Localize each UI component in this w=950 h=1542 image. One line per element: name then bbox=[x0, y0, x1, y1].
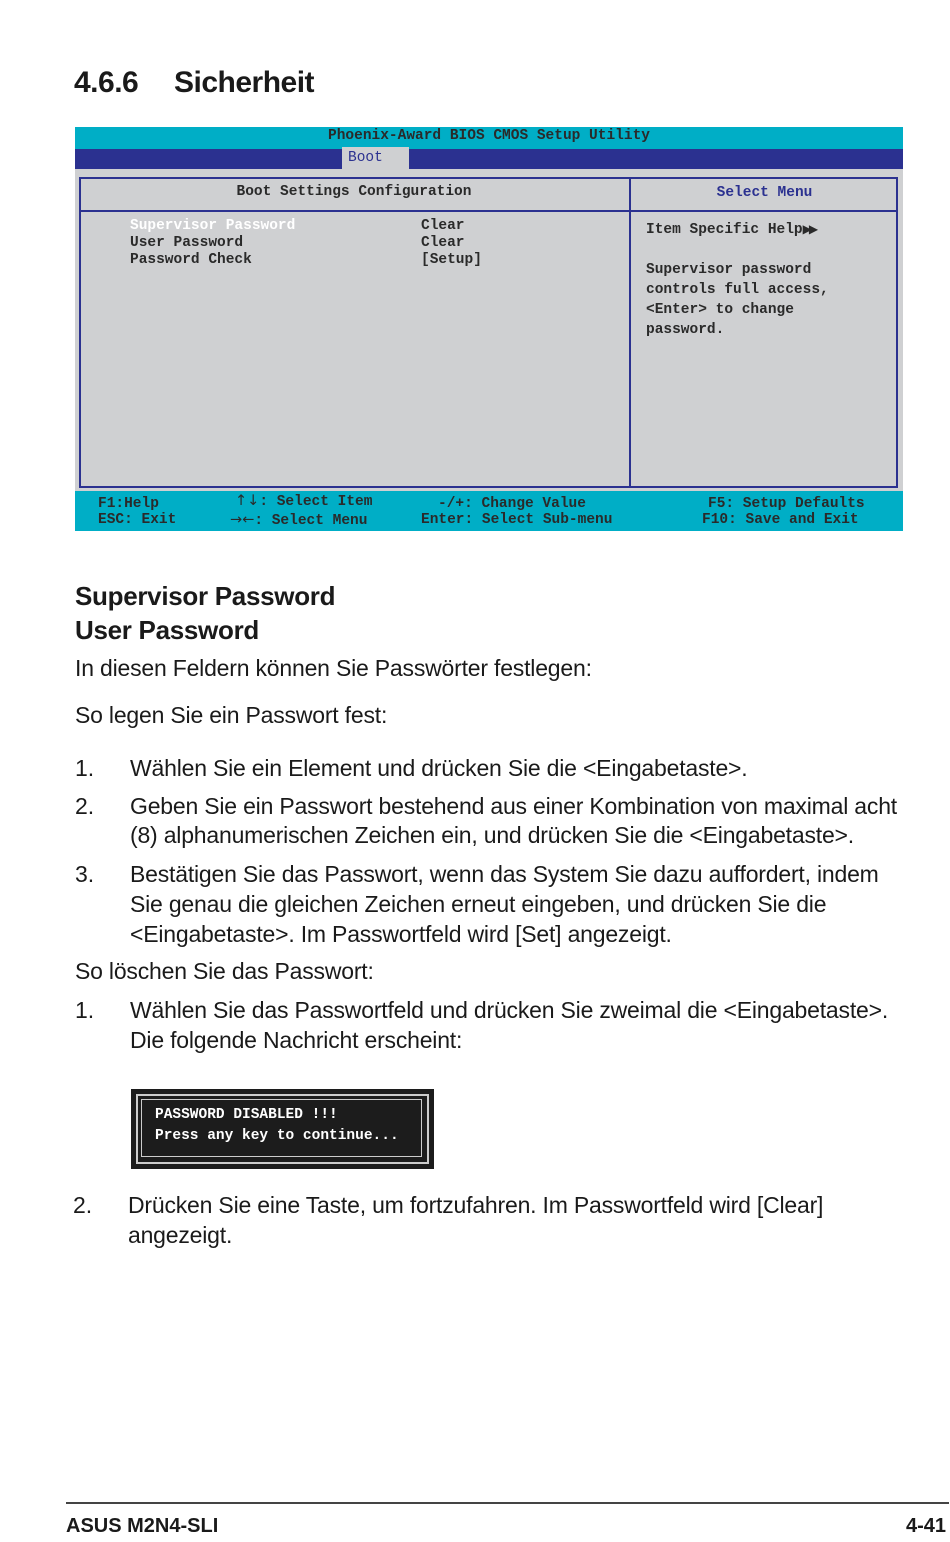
bios-item-password-check[interactable]: Password Check bbox=[130, 252, 252, 268]
heading-supervisor-password: Supervisor Password bbox=[75, 581, 336, 611]
step-text: Wählen Sie ein Element und drücken Sie die <Eingabetaste>. bbox=[130, 755, 748, 781]
bios-divider bbox=[79, 210, 898, 212]
help-title bbox=[646, 222, 815, 238]
step-text: Drücken Sie eine Taste, um fortzufahren. Im Passwortfeld wird [Clear] bbox=[128, 1192, 824, 1218]
bios-item-value: Clear bbox=[421, 218, 465, 234]
bios-item-supervisor-password[interactable]: Supervisor Password bbox=[130, 218, 296, 234]
footer-select-item: ↑↓: Select Item bbox=[235, 493, 373, 510]
bios-main-header: Boot Settings Configuration bbox=[236, 184, 472, 200]
footer-change-value: -/+: Change Value bbox=[438, 496, 586, 512]
help-title-text: Item Specific Help bbox=[646, 222, 803, 238]
footer-select-submenu: Enter: Select Sub-menu bbox=[421, 512, 613, 528]
section-title: Sicherheit bbox=[174, 66, 315, 99]
help-line: Supervisor password bbox=[646, 262, 812, 278]
step-text: Die folgende Nachricht erscheint: bbox=[130, 1027, 463, 1053]
step-number: 2. bbox=[75, 793, 95, 819]
step-text: (8) alphanumerischen Zeichen ein, und drücken Sie die <Eingabetaste>. bbox=[130, 822, 854, 848]
password-disabled-message-box bbox=[131, 1089, 434, 1169]
footer-esc-exit: ESC: Exit bbox=[98, 512, 177, 528]
help-line: <Enter> to change bbox=[646, 302, 794, 318]
step-text: <Eingabetaste>. Im Passwortfeld wird [Set] angezeigt. bbox=[130, 921, 672, 947]
message-line-1: PASSWORD DISABLED !!! bbox=[155, 1107, 338, 1123]
bios-item-value: [Setup] bbox=[421, 252, 482, 268]
step-number: 3. bbox=[75, 861, 95, 887]
up-down-arrow-icon: ↑↓ bbox=[235, 493, 260, 509]
bios-tab-bar bbox=[75, 149, 903, 169]
footer-rule bbox=[66, 1502, 949, 1504]
double-arrow-right-icon: ▶▶ bbox=[802, 222, 816, 236]
left-right-arrow-icon: →← bbox=[230, 512, 255, 528]
footer-product-name: ASUS M2N4-SLI bbox=[66, 1515, 219, 1537]
intro-text: In diesen Feldern können Sie Passwörter festlegen: bbox=[75, 655, 592, 681]
footer-select-menu: →←: Select Menu bbox=[230, 512, 368, 529]
clear-password-intro: So löschen Sie das Passwort: bbox=[75, 958, 374, 984]
message-line-2: Press any key to continue... bbox=[155, 1128, 399, 1144]
help-line: controls full access, bbox=[646, 282, 829, 298]
bios-item-user-password[interactable]: User Password bbox=[130, 235, 244, 251]
step-text: Bestätigen Sie das Passwort, wenn das System Sie dazu auffordert, indem bbox=[130, 861, 879, 887]
tab-boot[interactable]: Boot bbox=[342, 147, 409, 169]
bios-title: Phoenix-Award BIOS CMOS Setup Utility bbox=[328, 128, 650, 144]
help-line: password. bbox=[646, 322, 725, 338]
footer-page-number: 4-41 bbox=[905, 1515, 946, 1537]
heading-user-password: User Password bbox=[75, 615, 259, 645]
bios-item-value: Clear bbox=[421, 235, 465, 251]
section-heading bbox=[74, 66, 314, 100]
footer-save-exit: F10: Save and Exit bbox=[702, 512, 859, 528]
set-password-intro: So legen Sie ein Passwort fest: bbox=[75, 702, 388, 728]
step-text: Sie genau die gleichen Zeichen erneut eingeben, und drücken Sie die bbox=[130, 891, 827, 917]
step-number: 1. bbox=[75, 755, 95, 781]
step-number: 1. bbox=[75, 997, 95, 1023]
bios-help-header: Select Menu bbox=[716, 185, 813, 201]
bios-divider bbox=[629, 177, 631, 488]
step-text: angezeigt. bbox=[128, 1222, 233, 1248]
step-number: 2. bbox=[73, 1192, 93, 1218]
bios-screen bbox=[75, 127, 903, 531]
footer-setup-defaults: F5: Setup Defaults bbox=[708, 496, 865, 512]
section-number: 4.6.6 bbox=[74, 66, 139, 99]
step-text: Geben Sie ein Passwort bestehend aus einer Kombination von maximal acht bbox=[130, 793, 897, 819]
footer-f1-help: F1:Help bbox=[98, 496, 159, 512]
step-text: Wählen Sie das Passwortfeld und drücken Sie zweimal die <Eingabetaste>. bbox=[130, 997, 889, 1023]
bios-footer bbox=[75, 491, 903, 531]
